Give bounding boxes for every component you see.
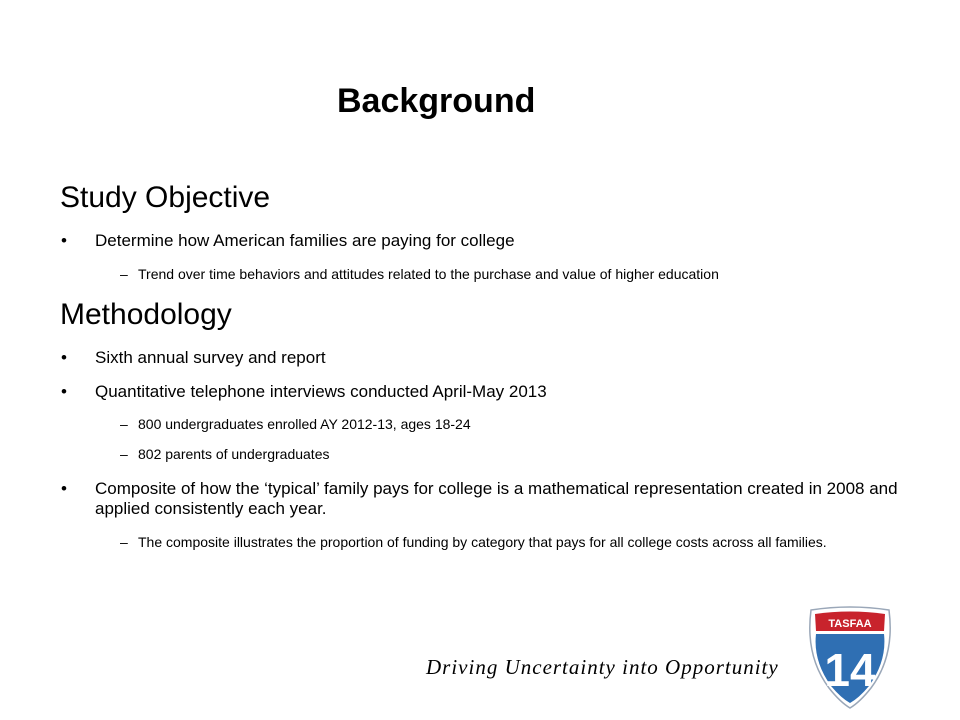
bullet-icon: • xyxy=(61,479,67,498)
sub-bullet-text: 800 undergraduates enrolled AY 2012-13, ages 18-24 xyxy=(138,416,471,432)
interstate-shield-icon xyxy=(805,606,895,710)
bullet-text: Sixth annual survey and report xyxy=(95,348,326,367)
dash-icon: – xyxy=(120,446,128,462)
dash-icon: – xyxy=(120,266,128,282)
sub-bullet-text: The composite illustrates the proportion of funding by category that pays for all college costs across all families. xyxy=(138,534,827,550)
sub-bullet-item xyxy=(120,266,900,283)
bullet-item xyxy=(61,348,906,368)
dash-icon: – xyxy=(120,416,128,432)
sub-bullet-text: Trend over time behaviors and attitudes related to the purchase and value of higher education xyxy=(138,266,719,282)
slide-title: Background xyxy=(337,82,536,120)
bullet-item xyxy=(61,382,906,402)
dash-icon: – xyxy=(120,534,128,550)
bullet-icon: • xyxy=(61,231,67,250)
logo-banner-text: TASFAA xyxy=(828,618,872,630)
sub-bullet-item xyxy=(120,534,900,551)
sub-bullet-item xyxy=(120,446,900,463)
bullet-item xyxy=(61,231,906,251)
sub-bullet-item xyxy=(120,416,900,433)
bullet-text: Composite of how the ‘typical’ family pays for college is a mathematical representation created in 2008 and applied consistently each year. xyxy=(95,479,898,518)
bullet-text: Determine how American families are paying for college xyxy=(95,231,515,250)
tasfaa-logo xyxy=(805,606,895,710)
bullet-icon: • xyxy=(61,348,67,367)
bullet-icon: • xyxy=(61,382,67,401)
section-heading-methodology: Methodology xyxy=(60,298,232,331)
footer-tagline: Driving Uncertainty into Opportunity xyxy=(426,655,779,679)
sub-bullet-text: 802 parents of undergraduates xyxy=(138,446,330,462)
bullet-text: Quantitative telephone interviews conducted April-May 2013 xyxy=(95,382,547,401)
logo-number: 14 xyxy=(824,644,876,696)
bullet-item xyxy=(61,479,906,519)
section-heading-study-objective: Study Objective xyxy=(60,181,271,214)
